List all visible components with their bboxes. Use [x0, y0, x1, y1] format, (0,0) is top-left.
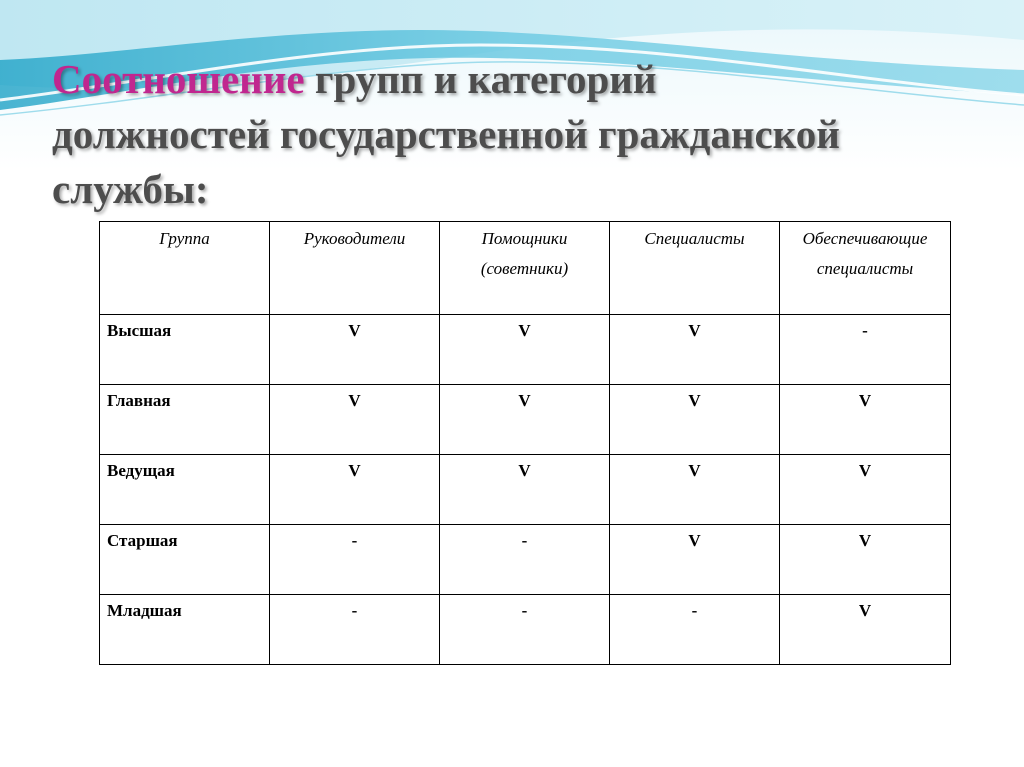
row-label: Ведущая	[100, 455, 270, 525]
table-row	[100, 455, 951, 525]
header-group: Группа	[100, 222, 270, 315]
table-cell: V	[440, 385, 610, 455]
title-first-word: Соотношение	[52, 56, 305, 102]
header-assistants: Помощники (советники)	[440, 222, 610, 315]
row-label: Высшая	[100, 315, 270, 385]
row-label: Младшая	[100, 595, 270, 665]
table-cell: V	[780, 385, 951, 455]
positions-table	[99, 221, 951, 665]
title-line-1	[52, 52, 992, 107]
slide-title	[52, 52, 992, 217]
table-cell: -	[440, 595, 610, 665]
table-cell: V	[440, 315, 610, 385]
table-cell: V	[610, 525, 780, 595]
table-cell: V	[270, 455, 440, 525]
table-cell: V	[440, 455, 610, 525]
header-managers: Руководители	[270, 222, 440, 315]
title-line-2: должностей государственной гражданской	[52, 111, 840, 157]
table-row	[100, 525, 951, 595]
title-line-1-rest: групп и категорий	[304, 56, 657, 102]
header-specialists: Специалисты	[610, 222, 780, 315]
table-cell: V	[270, 385, 440, 455]
table-cell: V	[780, 595, 951, 665]
row-label: Старшая	[100, 525, 270, 595]
table-cell: V	[610, 455, 780, 525]
table-cell: V	[270, 315, 440, 385]
table-header-row	[100, 222, 951, 315]
table-cell: -	[780, 315, 951, 385]
table-row	[100, 595, 951, 665]
table-row	[100, 385, 951, 455]
row-label: Главная	[100, 385, 270, 455]
table-cell: V	[610, 385, 780, 455]
table-cell: -	[610, 595, 780, 665]
table-cell: V	[780, 455, 951, 525]
table-cell: V	[780, 525, 951, 595]
table-row	[100, 315, 951, 385]
table-cell: -	[270, 525, 440, 595]
title-line-3: службы:	[52, 166, 209, 212]
table-cell: -	[270, 595, 440, 665]
table-cell: V	[610, 315, 780, 385]
table-cell: -	[440, 525, 610, 595]
header-support-specialists: Обеспечивающие специалисты	[780, 222, 951, 315]
